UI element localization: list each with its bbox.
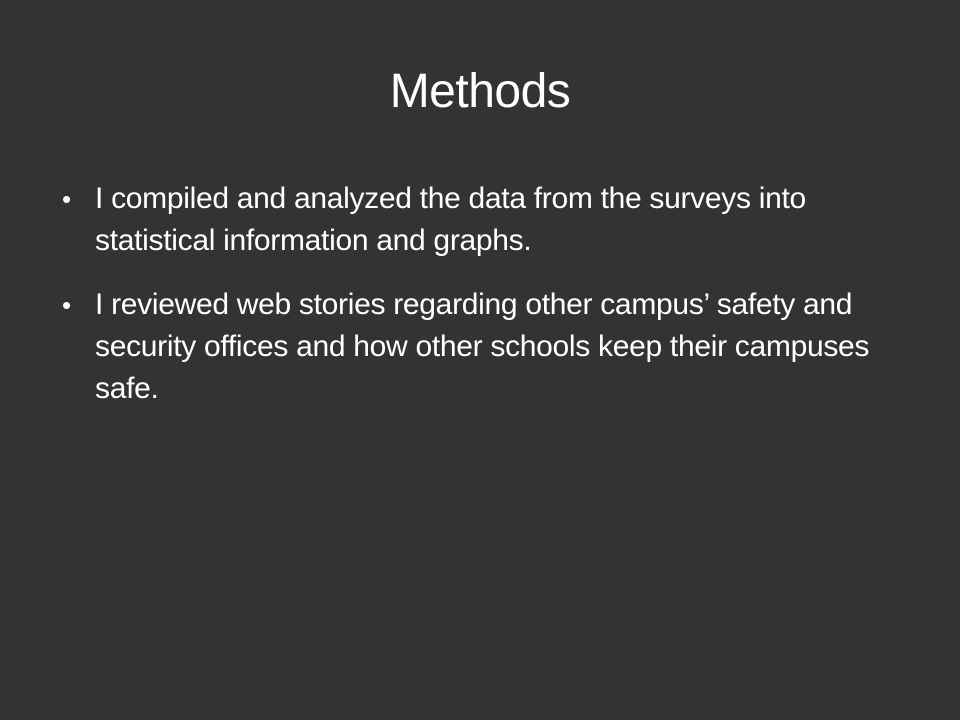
bullet-dot-icon: • xyxy=(62,184,71,214)
slide-title: Methods xyxy=(389,65,571,118)
bullet-list xyxy=(58,178,918,432)
bullet-text: I compiled and analyzed the data from the surveys into statistical information and graphs. xyxy=(95,182,806,257)
bullet-item xyxy=(58,284,918,410)
bullet-dot-icon: • xyxy=(62,290,71,320)
bullet-item xyxy=(58,178,918,262)
bullet-text: I reviewed web stories regarding other campus’ safety and security offices and how other schools keep their campuses safe. xyxy=(95,288,870,405)
